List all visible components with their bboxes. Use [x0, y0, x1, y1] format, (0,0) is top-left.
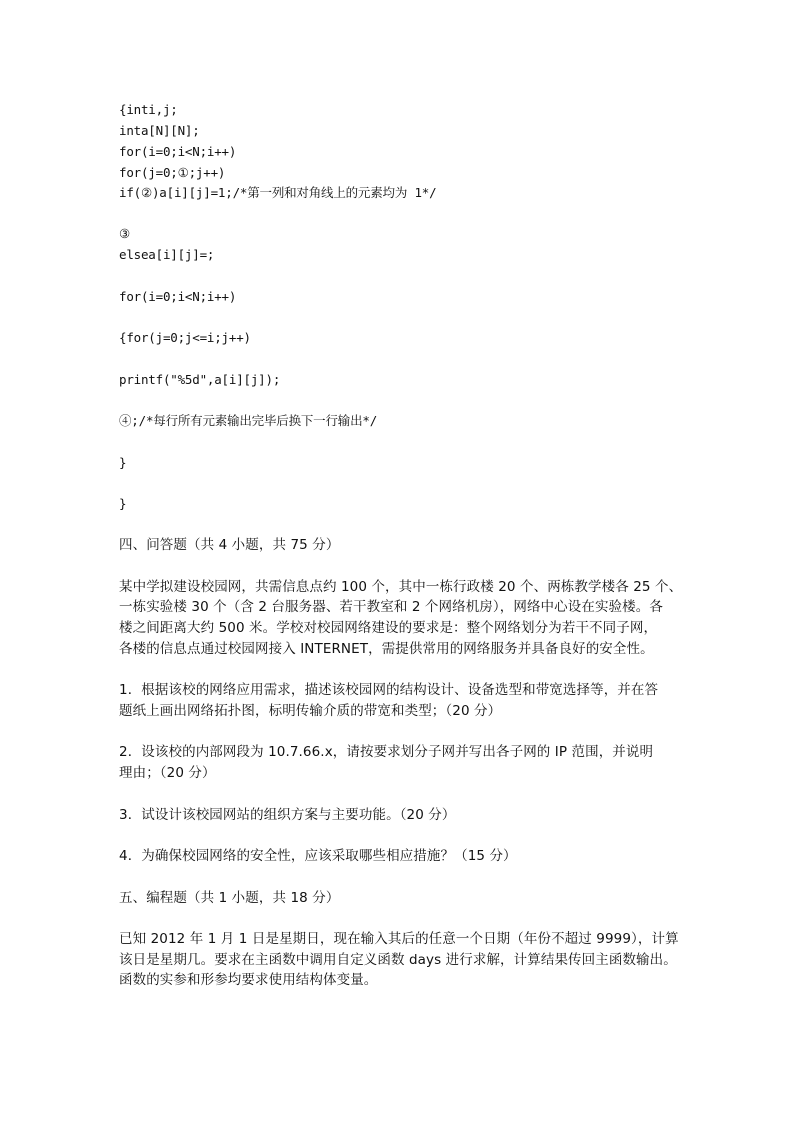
scenario-line-3: 楼之间距离大约 500 米。学校对校园网络建设的要求是：整个网络划分为若干不同子网，	[119, 620, 658, 636]
code-line-12: }	[119, 455, 127, 470]
code-line-1: {inti,j;	[119, 102, 178, 117]
question-2-line-2: 理由；（20 分）	[119, 765, 216, 781]
code-line-7: elsea[i][j]=;	[119, 247, 215, 262]
code-line-6: ③	[119, 226, 131, 241]
code-line-8: for(i=0;i<N;i++)	[119, 289, 237, 304]
code-line-11: ④;/*每行所有元素输出完毕后换下一行输出*/	[119, 413, 378, 428]
scenario-line-2: 一栋实验楼 30 个（含 2 台服务器、若干教室和 2 个网络机房），网络中心设在实验楼。各	[119, 599, 663, 615]
question-1-line-1: 1．根据该校的网络应用需求，描述该校园网的结构设计、设备选型和带宽选择等，并在答	[119, 682, 659, 698]
programming-line-3: 函数的实参和形参均要求使用结构体变量。	[119, 972, 378, 988]
code-line-9: {for(j=0;j<=i;j++)	[119, 330, 251, 345]
scenario-line-1: 某中学拟建设校园网，共需信息点约 100 个，其中一栋行政楼 20 个、两栋教学楼各 25 个、	[119, 579, 683, 595]
code-line-13: }	[119, 496, 127, 511]
question-3: 3．试设计该校园网站的组织方案与主要功能。（20 分）	[119, 807, 456, 823]
code-line-5: if(②)a[i][j]=1;/*第一列和对角线上的元素均为 1*/	[119, 185, 437, 200]
code-line-4: for(j=0;①;j++)	[119, 165, 226, 180]
code-line-10: printf("%5d",a[i][j]);	[119, 372, 281, 387]
programming-line-2: 该日是星期几。要求在主函数中调用自定义函数 days 进行求解，计算结果传回主函数输出。	[119, 952, 677, 968]
section-heading-5: 五、编程题（共 1 小题，共 18 分）	[119, 890, 340, 906]
scenario-line-4: 各楼的信息点通过校园网接入 INTERNET，需提供常用的网络服务并具备良好的安全性。	[119, 641, 654, 657]
code-line-2: inta[N][N];	[119, 123, 200, 138]
programming-line-1: 已知 2012 年 1 月 1 日是星期日，现在输入其后的任意一个日期（年份不超过 9999），计算	[119, 931, 679, 947]
section-heading-4: 四、问答题（共 4 小题，共 75 分）	[119, 537, 340, 553]
question-2-line-1: 2．设该校的内部网段为 10.7.66.x，请按要求划分子网并写出各子网的 IP 范围，并说明	[119, 744, 654, 760]
question-4: 4．为确保校园网络的安全性，应该采取哪些相应措施？（15 分）	[119, 848, 517, 864]
question-1-line-2: 题纸上画出网络拓扑图，标明传输介质的带宽和类型；（20 分）	[119, 703, 502, 719]
code-line-3: for(i=0;i<N;i++)	[119, 144, 237, 159]
